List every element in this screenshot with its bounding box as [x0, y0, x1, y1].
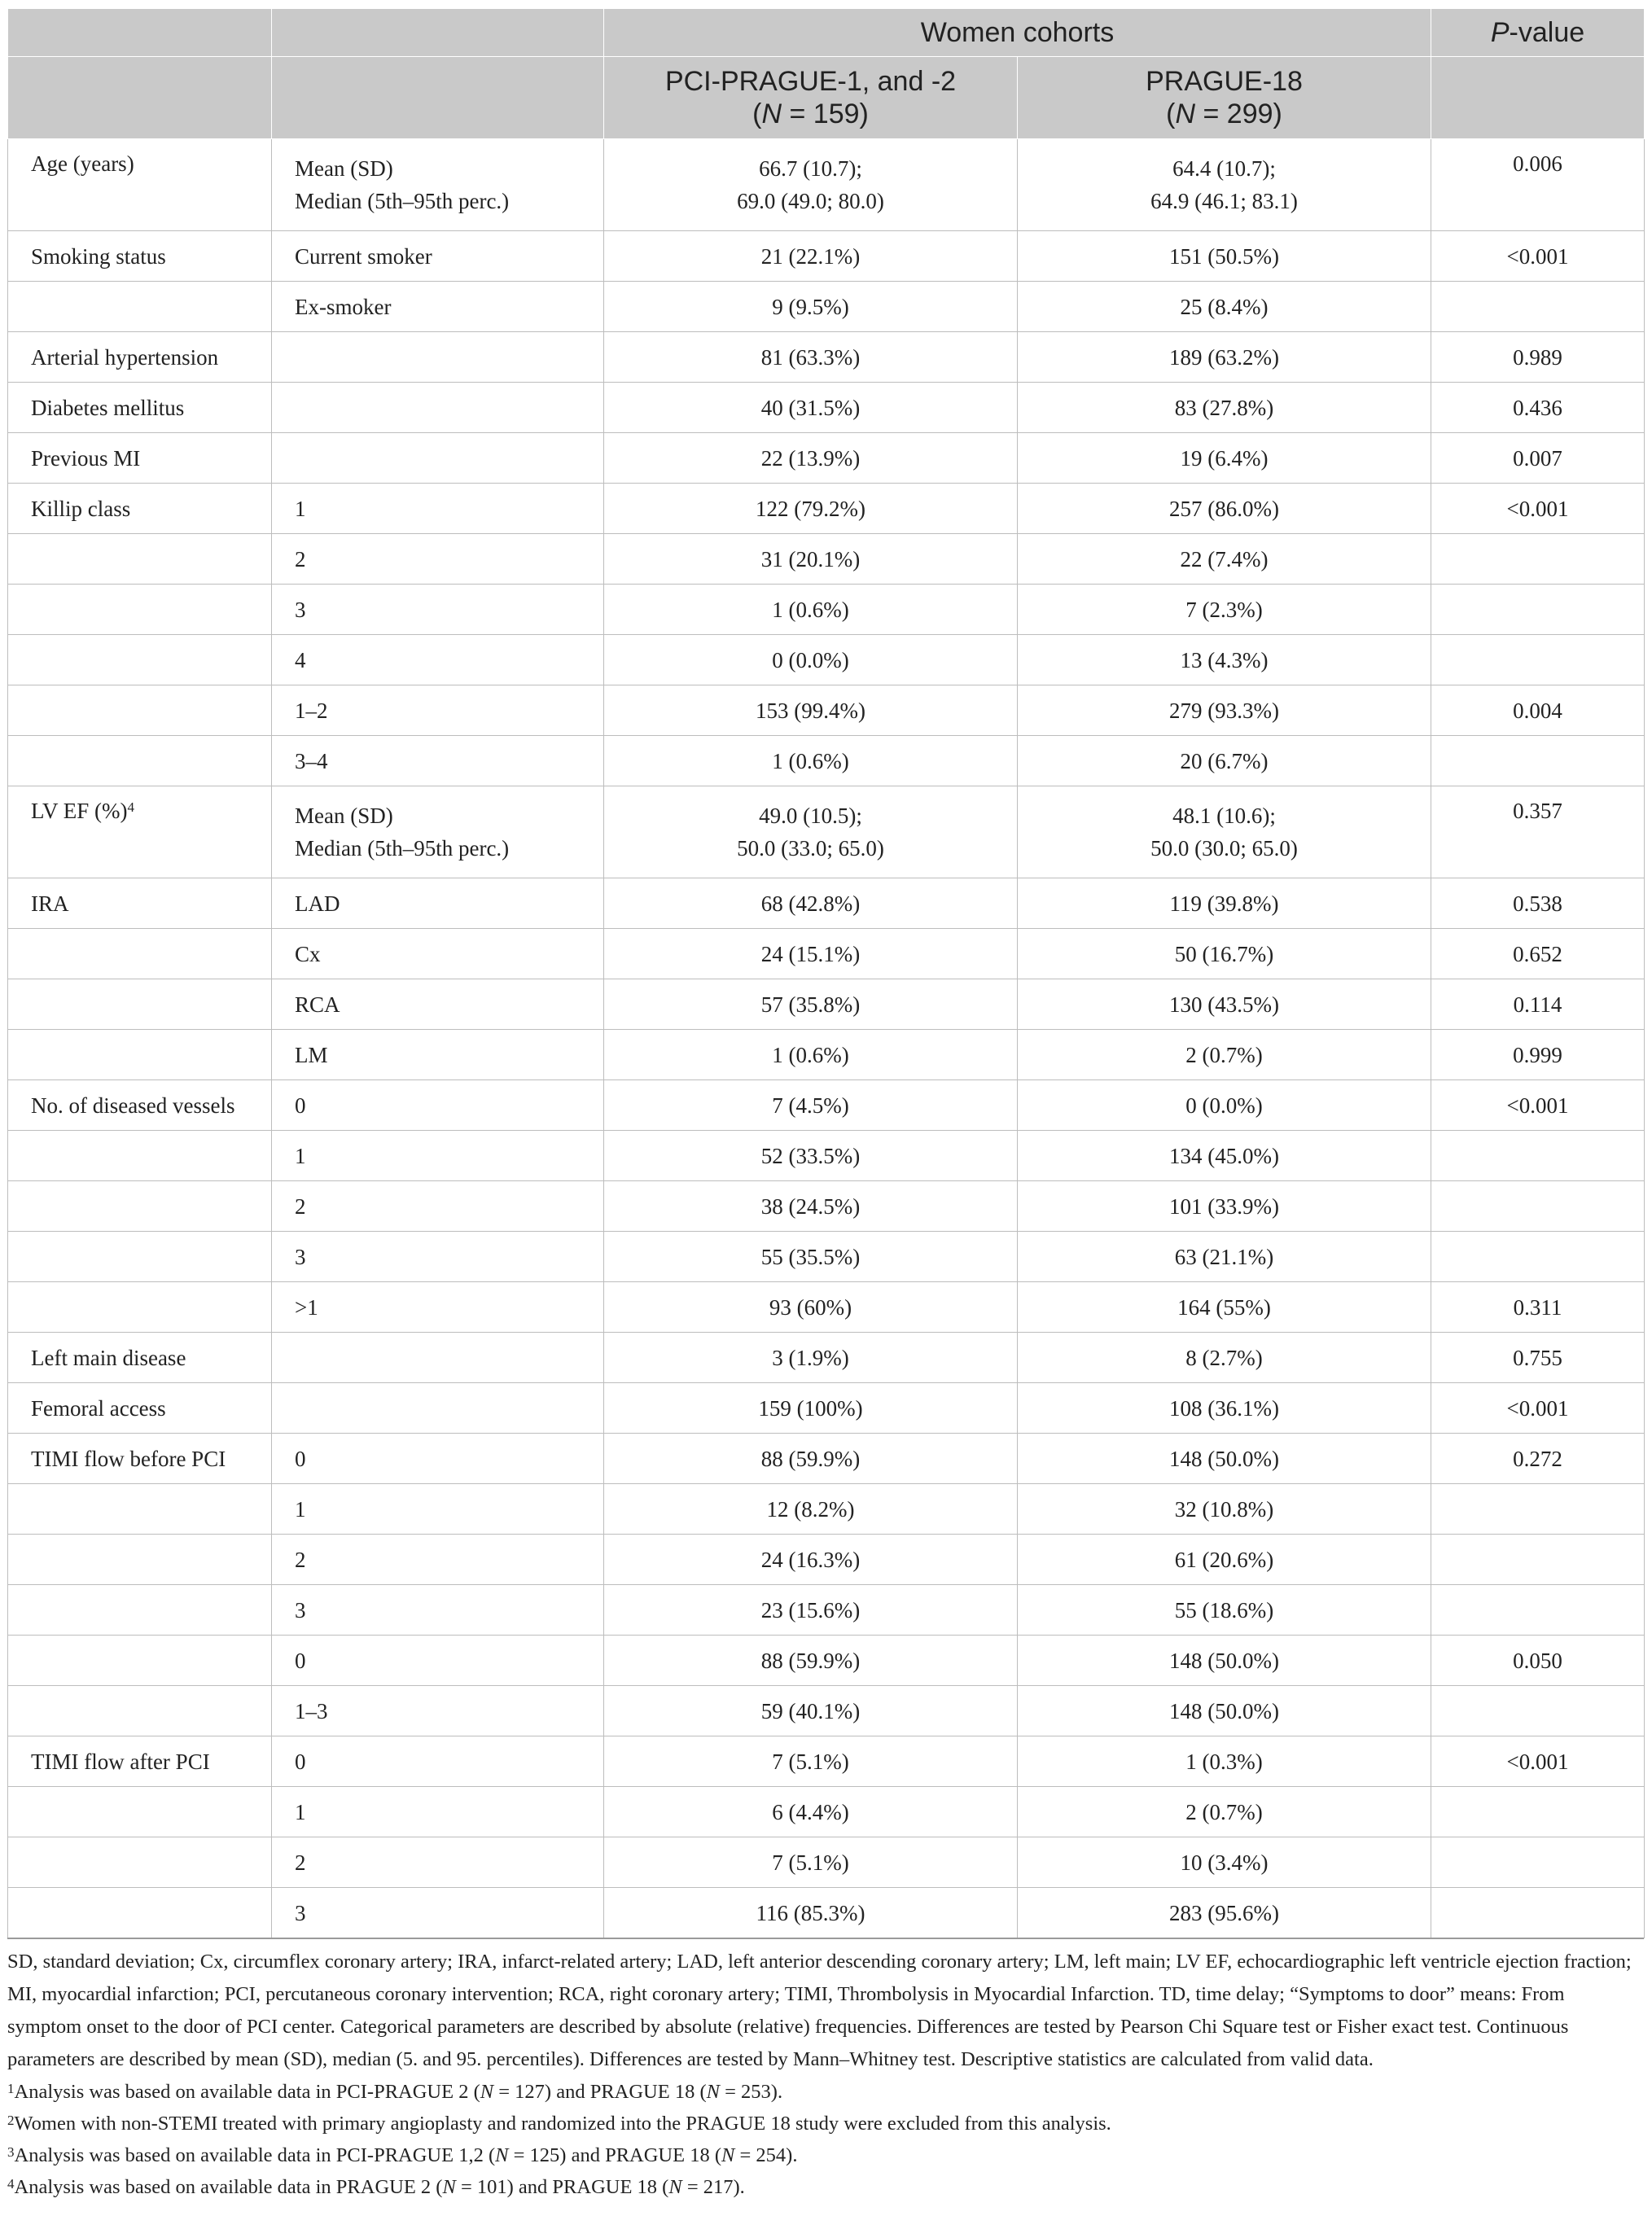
subcategory-cell — [272, 139, 604, 231]
footnote-n: N — [668, 2176, 682, 2198]
header-col-prague18 — [1018, 57, 1431, 139]
parameter-cell — [8, 1030, 272, 1080]
table-row — [8, 534, 1645, 585]
parameter-cell — [8, 231, 272, 282]
parameter-label: Smoking status — [31, 243, 166, 269]
subcategory-cell: 2 — [272, 1535, 604, 1585]
subcategory-cell: 1 — [272, 1787, 604, 1837]
table-container — [7, 8, 1644, 1938]
prague18-value: 130 (43.5%) — [1018, 979, 1431, 1030]
value-line: 49.0 (10.5); — [759, 804, 862, 828]
pci-prague-value: 57 (35.8%) — [604, 979, 1018, 1030]
table-row — [8, 1837, 1645, 1888]
parameter-cell — [8, 979, 272, 1030]
pci-prague-value: 81 (63.3%) — [604, 332, 1018, 383]
subcategory-cell: 3 — [272, 1585, 604, 1636]
parameter-cell — [8, 383, 272, 433]
header-empty-cell — [272, 9, 604, 57]
pci-prague-value: 52 (33.5%) — [604, 1131, 1018, 1181]
parameter-cell — [8, 1585, 272, 1636]
subcategory-cell: 3 — [272, 585, 604, 635]
parameter-cell — [8, 1686, 272, 1736]
parameter-cell — [8, 282, 272, 332]
p-value — [1431, 282, 1645, 332]
subcategory-cell — [272, 383, 604, 433]
subcategory-cell: 0 — [272, 1636, 604, 1686]
prague18-value: 148 (50.0%) — [1018, 1434, 1431, 1484]
prague18-value: 8 (2.7%) — [1018, 1333, 1431, 1383]
subcategory-cell: LM — [272, 1030, 604, 1080]
parameter-cell — [8, 786, 272, 878]
footnote-n: N — [480, 2081, 494, 2103]
table-row — [8, 231, 1645, 282]
prague18-value: 7 (2.3%) — [1018, 585, 1431, 635]
table-row — [8, 1080, 1645, 1131]
pci-prague-value: 1 (0.6%) — [604, 1030, 1018, 1080]
prague18-value: 61 (20.6%) — [1018, 1535, 1431, 1585]
parameter-cell — [8, 1232, 272, 1282]
footnote-n: N — [442, 2176, 456, 2198]
pci-prague-value — [604, 139, 1018, 231]
subcategory-cell: 3–4 — [272, 736, 604, 786]
p-value: 0.050 — [1431, 1636, 1645, 1686]
p-value — [1431, 1686, 1645, 1736]
pci-prague-value: 31 (20.1%) — [604, 534, 1018, 585]
table-bottom-rule — [7, 1938, 1644, 1939]
pci-prague-value: 38 (24.5%) — [604, 1181, 1018, 1232]
subcategory-cell — [272, 786, 604, 878]
pci-prague-value: 116 (85.3%) — [604, 1888, 1018, 1938]
subcategory-cell: 1 — [272, 1484, 604, 1535]
subcategory-cell: 4 — [272, 635, 604, 685]
parameter-label: Previous MI — [31, 445, 141, 471]
baseline-characteristics-table — [7, 8, 1645, 1938]
footnote — [7, 2171, 1636, 2203]
table-row — [8, 1686, 1645, 1736]
value-line: 69.0 (49.0; 80.0) — [737, 189, 884, 213]
footnote-text: = 101) and PRAGUE 18 ( — [455, 2176, 669, 2198]
col1-title: PCI-PRAGUE-1, and -2 — [664, 66, 957, 97]
table-row — [8, 736, 1645, 786]
subcategory-cell: 3 — [272, 1232, 604, 1282]
footnote — [7, 2139, 1636, 2171]
parameter-label: Left main disease — [31, 1345, 186, 1370]
prague18-value: 134 (45.0%) — [1018, 1131, 1431, 1181]
parameter-cell — [8, 635, 272, 685]
subcategory-cell — [272, 1383, 604, 1434]
parameter-label: TIMI flow before PCI — [31, 1446, 226, 1471]
footnote-text: Analysis was based on available data in PRAGUE 2 ( — [14, 2176, 443, 2198]
parameter-label: Arterial hypertension — [31, 344, 219, 370]
prague18-value: 119 (39.8%) — [1018, 878, 1431, 929]
abbreviations-note: SD, standard deviation; Cx, circumflex coronary artery; IRA, infarct-related artery; LAD, left anterior descending coronary artery; LM, left main; LV EF, echocardiographic left ventricle ejection fraction; MI, myocardial infarction; PCI, percutaneous coronary intervention; RCA, right coronary artery; TIMI, Thrombolysis in Myocardial Infarction. TD, time delay; “Symptoms to door” means: From symptom onset to the door of PCI center. Categorical parameters are described by absolute (relative) frequencies. Differences are tested by Pearson Chi Square test or Fisher exact test. Continuous parameters are described by mean (SD), median (5. and 95. percentiles). Differences are tested by Mann–Whitney test. Descriptive statistics are calculated from valid data. — [7, 1951, 1632, 2070]
subcategory-line: Median (5th–95th perc.) — [295, 189, 510, 213]
pci-prague-value: 1 (0.6%) — [604, 585, 1018, 635]
parameter-cell — [8, 929, 272, 979]
col2-title: PRAGUE-18 — [1146, 66, 1303, 97]
table-row — [8, 1636, 1645, 1686]
prague18-value: 108 (36.1%) — [1018, 1383, 1431, 1434]
parameter-cell — [8, 1131, 272, 1181]
parameter-cell — [8, 1787, 272, 1837]
parameter-cell — [8, 685, 272, 736]
footnote-text: Analysis was based on available data in PCI-PRAGUE 2 ( — [14, 2081, 480, 2103]
parameter-cell — [8, 1736, 272, 1787]
header-col-pci-prague — [604, 57, 1018, 139]
pci-prague-value: 0 (0.0%) — [604, 635, 1018, 685]
p-value: 0.311 — [1431, 1282, 1645, 1333]
subcategory-cell: 2 — [272, 1837, 604, 1888]
pci-prague-value: 9 (9.5%) — [604, 282, 1018, 332]
p-value: 0.357 — [1431, 786, 1645, 878]
header-row-2 — [8, 57, 1645, 139]
footnote-text: = 217). — [681, 2176, 745, 2198]
parameter-cell — [8, 1837, 272, 1888]
prague18-value: 19 (6.4%) — [1018, 433, 1431, 484]
table-row — [8, 433, 1645, 484]
footnotes — [7, 2076, 1636, 2203]
footnote-text: Women with non-STEMI treated with primary angioplasty and randomized into the PRAGUE 18 study were excluded from this analysis. — [14, 2113, 1111, 2135]
pvalue-italic: P — [1490, 17, 1510, 48]
subcategory-cell — [272, 1333, 604, 1383]
footnote-text: = 254). — [734, 2144, 798, 2166]
pci-prague-value: 122 (79.2%) — [604, 484, 1018, 534]
prague18-value: 20 (6.7%) — [1018, 736, 1431, 786]
parameter-cell — [8, 1484, 272, 1535]
value-line: 64.9 (46.1; 83.1) — [1150, 189, 1298, 213]
parameter-label: IRA — [31, 891, 69, 916]
col1-n: (N = 159) — [752, 99, 869, 129]
p-value: 0.652 — [1431, 929, 1645, 979]
subcategory-cell: Ex-smoker — [272, 282, 604, 332]
table-row — [8, 332, 1645, 383]
subcategory-cell: LAD — [272, 878, 604, 929]
value-line: 48.1 (10.6); — [1172, 804, 1276, 828]
p-value — [1431, 1888, 1645, 1938]
subcategory-cell: 1 — [272, 484, 604, 534]
prague18-value: 189 (63.2%) — [1018, 332, 1431, 383]
table-row — [8, 878, 1645, 929]
pci-prague-value: 88 (59.9%) — [604, 1434, 1018, 1484]
value-line: 50.0 (33.0; 65.0) — [737, 836, 884, 861]
footnote — [7, 2076, 1636, 2108]
parameter-cell — [8, 1080, 272, 1131]
p-value — [1431, 1535, 1645, 1585]
p-value — [1431, 635, 1645, 685]
header-row-1 — [8, 9, 1645, 57]
parameter-label: TIMI flow after PCI — [31, 1749, 210, 1774]
prague18-value: 13 (4.3%) — [1018, 635, 1431, 685]
table-row — [8, 929, 1645, 979]
p-value — [1431, 1232, 1645, 1282]
p-value: 0.755 — [1431, 1333, 1645, 1383]
subcategory-cell: 1–2 — [272, 685, 604, 736]
prague18-value — [1018, 786, 1431, 878]
pci-prague-value: 153 (99.4%) — [604, 685, 1018, 736]
subcategory-cell: 0 — [272, 1080, 604, 1131]
prague18-value: 10 (3.4%) — [1018, 1837, 1431, 1888]
prague18-value: 50 (16.7%) — [1018, 929, 1431, 979]
footnote-text: = 127) and PRAGUE 18 ( — [493, 2081, 707, 2103]
subcategory-cell: 0 — [272, 1736, 604, 1787]
footnote-text: = 253). — [719, 2081, 783, 2103]
header-pvalue — [1431, 9, 1645, 57]
table-row — [8, 979, 1645, 1030]
parameter-label: Killip class — [31, 496, 131, 521]
prague18-value: 55 (18.6%) — [1018, 1585, 1431, 1636]
prague18-value: 25 (8.4%) — [1018, 282, 1431, 332]
subcategory-cell: 0 — [272, 1434, 604, 1484]
p-value: 0.436 — [1431, 383, 1645, 433]
parameter-cell — [8, 736, 272, 786]
pci-prague-value: 55 (35.5%) — [604, 1232, 1018, 1282]
parameter-label: Femoral access — [31, 1395, 166, 1421]
pci-prague-value: 12 (8.2%) — [604, 1484, 1018, 1535]
prague18-value: 148 (50.0%) — [1018, 1686, 1431, 1736]
table-row — [8, 1383, 1645, 1434]
parameter-label: LV EF (%) — [31, 799, 128, 823]
header-empty-cell — [8, 9, 272, 57]
value-line: 64.4 (10.7); — [1172, 156, 1276, 181]
subcategory-cell — [272, 332, 604, 383]
table-row — [8, 786, 1645, 878]
parameter-cell — [8, 1888, 272, 1938]
prague18-value: 83 (27.8%) — [1018, 383, 1431, 433]
p-value — [1431, 736, 1645, 786]
parameter-cell — [8, 1333, 272, 1383]
p-value — [1431, 585, 1645, 635]
table-row — [8, 139, 1645, 231]
prague18-value: 148 (50.0%) — [1018, 1636, 1431, 1686]
parameter-label: No. of diseased vessels — [31, 1093, 235, 1118]
parameter-cell — [8, 878, 272, 929]
p-value: <0.001 — [1431, 1736, 1645, 1787]
p-value — [1431, 1181, 1645, 1232]
parameter-cell — [8, 433, 272, 484]
prague18-value: 283 (95.6%) — [1018, 1888, 1431, 1938]
pci-prague-value: 68 (42.8%) — [604, 878, 1018, 929]
table-row — [8, 635, 1645, 685]
prague18-value: 257 (86.0%) — [1018, 484, 1431, 534]
parameter-cell — [8, 534, 272, 585]
footnote-n: N — [495, 2144, 509, 2166]
footnote-n: N — [706, 2081, 720, 2103]
prague18-value — [1018, 139, 1431, 231]
footnote-mark: 4 — [127, 799, 135, 815]
header-group-label: Women cohorts — [604, 9, 1431, 57]
table-row — [8, 1131, 1645, 1181]
p-value — [1431, 1787, 1645, 1837]
parameter-cell — [8, 1535, 272, 1585]
table-body — [8, 139, 1645, 1938]
parameter-cell — [8, 139, 272, 231]
table-row — [8, 1888, 1645, 1938]
p-value — [1431, 1837, 1645, 1888]
pci-prague-value: 24 (15.1%) — [604, 929, 1018, 979]
table-row — [8, 685, 1645, 736]
parameter-label: Diabetes mellitus — [31, 395, 185, 420]
table-notes — [7, 1946, 1636, 2203]
p-value: 0.004 — [1431, 685, 1645, 736]
subcategory-cell: 2 — [272, 1181, 604, 1232]
pci-prague-value: 59 (40.1%) — [604, 1686, 1018, 1736]
prague18-value: 32 (10.8%) — [1018, 1484, 1431, 1535]
subcategory-cell: Current smoker — [272, 231, 604, 282]
parameter-cell — [8, 1636, 272, 1686]
pci-prague-value: 93 (60%) — [604, 1282, 1018, 1333]
pci-prague-value: 40 (31.5%) — [604, 383, 1018, 433]
parameter-cell — [8, 1434, 272, 1484]
p-value — [1431, 1131, 1645, 1181]
table-row — [8, 1787, 1645, 1837]
p-value: <0.001 — [1431, 231, 1645, 282]
parameter-cell — [8, 1282, 272, 1333]
parameter-cell — [8, 1383, 272, 1434]
p-value: <0.001 — [1431, 1080, 1645, 1131]
prague18-value: 0 (0.0%) — [1018, 1080, 1431, 1131]
footnote-mark: 3 — [7, 2144, 15, 2160]
pci-prague-value: 1 (0.6%) — [604, 736, 1018, 786]
pci-prague-value: 6 (4.4%) — [604, 1787, 1018, 1837]
pci-prague-value: 7 (5.1%) — [604, 1837, 1018, 1888]
header-empty-cell — [272, 57, 604, 139]
prague18-value: 279 (93.3%) — [1018, 685, 1431, 736]
pci-prague-value — [604, 786, 1018, 878]
pci-prague-value: 22 (13.9%) — [604, 433, 1018, 484]
table-row — [8, 1484, 1645, 1535]
table-row — [8, 1434, 1645, 1484]
subcategory-cell: 2 — [272, 534, 604, 585]
prague18-value: 2 (0.7%) — [1018, 1030, 1431, 1080]
prague18-value: 1 (0.3%) — [1018, 1736, 1431, 1787]
table-row — [8, 1585, 1645, 1636]
table-row — [8, 1333, 1645, 1383]
footnote-mark: 1 — [7, 2081, 15, 2096]
subcategory-line: Mean (SD) — [295, 804, 393, 828]
value-line: 66.7 (10.7); — [759, 156, 862, 181]
parameter-cell — [8, 1181, 272, 1232]
subcategory-cell — [272, 433, 604, 484]
table-row — [8, 383, 1645, 433]
p-value — [1431, 1484, 1645, 1535]
footnote — [7, 2108, 1636, 2139]
footnote-n: N — [721, 2144, 735, 2166]
header-empty-cell — [8, 57, 272, 139]
p-value — [1431, 534, 1645, 585]
prague18-value: 2 (0.7%) — [1018, 1787, 1431, 1837]
p-value: 0.989 — [1431, 332, 1645, 383]
parameter-cell — [8, 332, 272, 383]
p-value: 0.006 — [1431, 139, 1645, 231]
footnote-mark: 2 — [7, 2113, 15, 2128]
pci-prague-value: 3 (1.9%) — [604, 1333, 1018, 1383]
parameter-cell — [8, 484, 272, 534]
table-row — [8, 1282, 1645, 1333]
pci-prague-value: 7 (4.5%) — [604, 1080, 1018, 1131]
footnote-text: Analysis was based on available data in PCI-PRAGUE 1,2 ( — [14, 2144, 496, 2166]
table-row — [8, 585, 1645, 635]
table-row — [8, 1736, 1645, 1787]
subcategory-cell: 1–3 — [272, 1686, 604, 1736]
pci-prague-value: 159 (100%) — [604, 1383, 1018, 1434]
subcategory-cell: RCA — [272, 979, 604, 1030]
table-row — [8, 1232, 1645, 1282]
prague18-value: 101 (33.9%) — [1018, 1181, 1431, 1232]
col2-n: (N = 299) — [1166, 99, 1282, 129]
table-row — [8, 1535, 1645, 1585]
pvalue-rest: -value — [1509, 17, 1585, 48]
value-line: 50.0 (30.0; 65.0) — [1150, 836, 1298, 861]
subcategory-cell: 1 — [272, 1131, 604, 1181]
p-value: <0.001 — [1431, 484, 1645, 534]
pci-prague-value: 88 (59.9%) — [604, 1636, 1018, 1686]
table-row — [8, 484, 1645, 534]
table-row — [8, 1030, 1645, 1080]
p-value: <0.001 — [1431, 1383, 1645, 1434]
p-value: 0.007 — [1431, 433, 1645, 484]
prague18-value: 63 (21.1%) — [1018, 1232, 1431, 1282]
prague18-value: 22 (7.4%) — [1018, 534, 1431, 585]
subcategory-line: Median (5th–95th perc.) — [295, 836, 510, 861]
subcategory-cell: 3 — [272, 1888, 604, 1938]
table-row — [8, 1181, 1645, 1232]
pci-prague-value: 24 (16.3%) — [604, 1535, 1018, 1585]
subcategory-cell: >1 — [272, 1282, 604, 1333]
footnote-mark: 4 — [7, 2176, 15, 2192]
table-row — [8, 282, 1645, 332]
p-value: 0.999 — [1431, 1030, 1645, 1080]
parameter-label: Age (years) — [31, 151, 134, 176]
pci-prague-value: 21 (22.1%) — [604, 231, 1018, 282]
subcategory-cell: Cx — [272, 929, 604, 979]
subcategory-line: Mean (SD) — [295, 156, 393, 181]
parameter-cell — [8, 585, 272, 635]
p-value: 0.538 — [1431, 878, 1645, 929]
p-value — [1431, 1585, 1645, 1636]
p-value: 0.114 — [1431, 979, 1645, 1030]
header-empty-cell — [1431, 57, 1645, 139]
prague18-value: 164 (55%) — [1018, 1282, 1431, 1333]
pci-prague-value: 7 (5.1%) — [604, 1736, 1018, 1787]
prague18-value: 151 (50.5%) — [1018, 231, 1431, 282]
footnote-text: = 125) and PRAGUE 18 ( — [508, 2144, 721, 2166]
pci-prague-value: 23 (15.6%) — [604, 1585, 1018, 1636]
p-value: 0.272 — [1431, 1434, 1645, 1484]
